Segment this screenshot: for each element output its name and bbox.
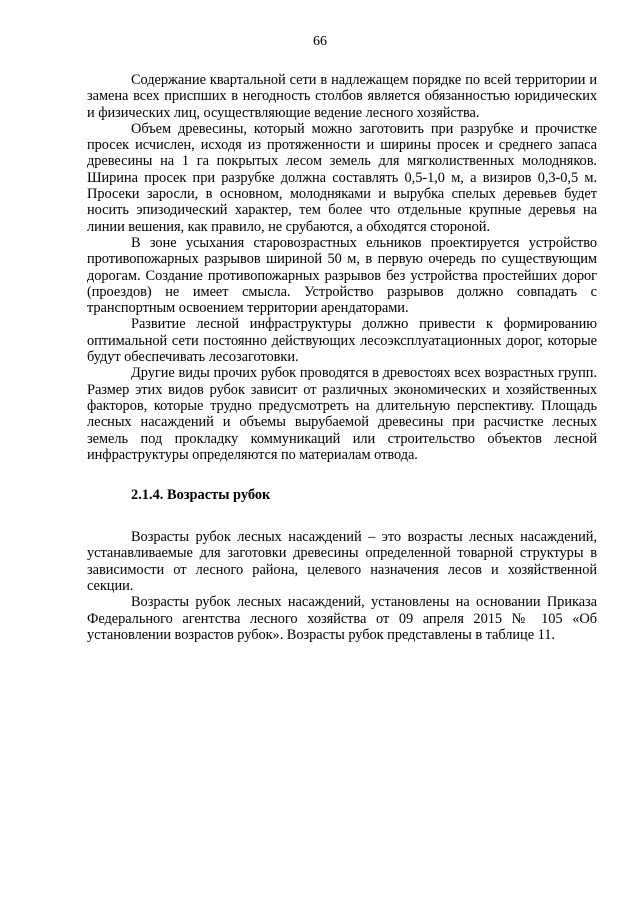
paragraph-fire-breaks: В зоне усыхания старовозрастных ельников проектируется устройство противопожарных разрывов шириной 50 м, в первую очередь по существующим дорогам. Создание противопожарных разрывов без устройства простейших дорог (проездов) не имеет смысла. Устройство разрывов должно совпадать с транспортным освоением территории арендаторами.	[87, 234, 597, 317]
paragraph-cutting-ages-order: Возрасты рубок лесных насаждений, установлены на основании Приказа Федерального агентства лесного хозяйства от 09 апреля 2015 № 105 «Об установлении возрастов рубок». Возрасты рубок представлены в таблице 11.	[87, 594, 597, 643]
paragraph-clearing-volume: Объем древесины, который можно заготовить при разрубке и прочистке просек исчислен, исходя из протяженности и ширины просек и среднего запаса древесины на 1 га покрытых лесом земель для мягколиственных молодняков. Ширина просек при разрубке должна составлять 0,5-1,0 м, а визиров 0,3-0,5 м. Просеки заросли, в основном, молодняками и вырубка спелых деревьев будет носить эпизодический характер, тем более что отдельные крупные деревья на линии вешения, как правило, не срубаются, а обходятся стороной.	[87, 120, 597, 235]
paragraph-cutting-ages-definition: Возрасты рубок лесных насаждений – это возрасты лесных насаждений, устанавливаемые для заготовки древесины определенной товарной структуры в зависимости от лесного района, целевого назначения лесов и хозяйственной секции.	[87, 529, 597, 595]
paragraph-quarter-network: Содержание квартальной сети в надлежащем порядке по всей территории и замена всех приспших в негодность столбов является обязанностью юридических и физических лиц, осуществляющие ведение лесного хозяйства.	[87, 72, 597, 121]
paragraph-infrastructure: Развитие лесной инфраструктуры должно привести к формированию оптимальной сети постоянно действующих лесоэксплуатационных дорог, которые будут обеспечивать лесозаготовки.	[87, 316, 597, 366]
page-content	[87, 72, 597, 643]
paragraph-other-cuttings: Другие виды прочих рубок проводятся в древостоях всех возрастных групп. Размер этих видов рубок зависит от различных экономических и хозяйственных факторов, которые трудно предусмотреть на длительную перспективу. Площадь лесных насаждений и объемы вырубаемой древесины при расчистке лесных земель под прокладку коммуникаций или строительство объектов лесной инфраструктуры определяются по материалам отвода.	[87, 365, 597, 463]
section-heading: 2.1.4. Возрасты рубок	[131, 487, 271, 504]
page-number: 66	[313, 34, 327, 49]
